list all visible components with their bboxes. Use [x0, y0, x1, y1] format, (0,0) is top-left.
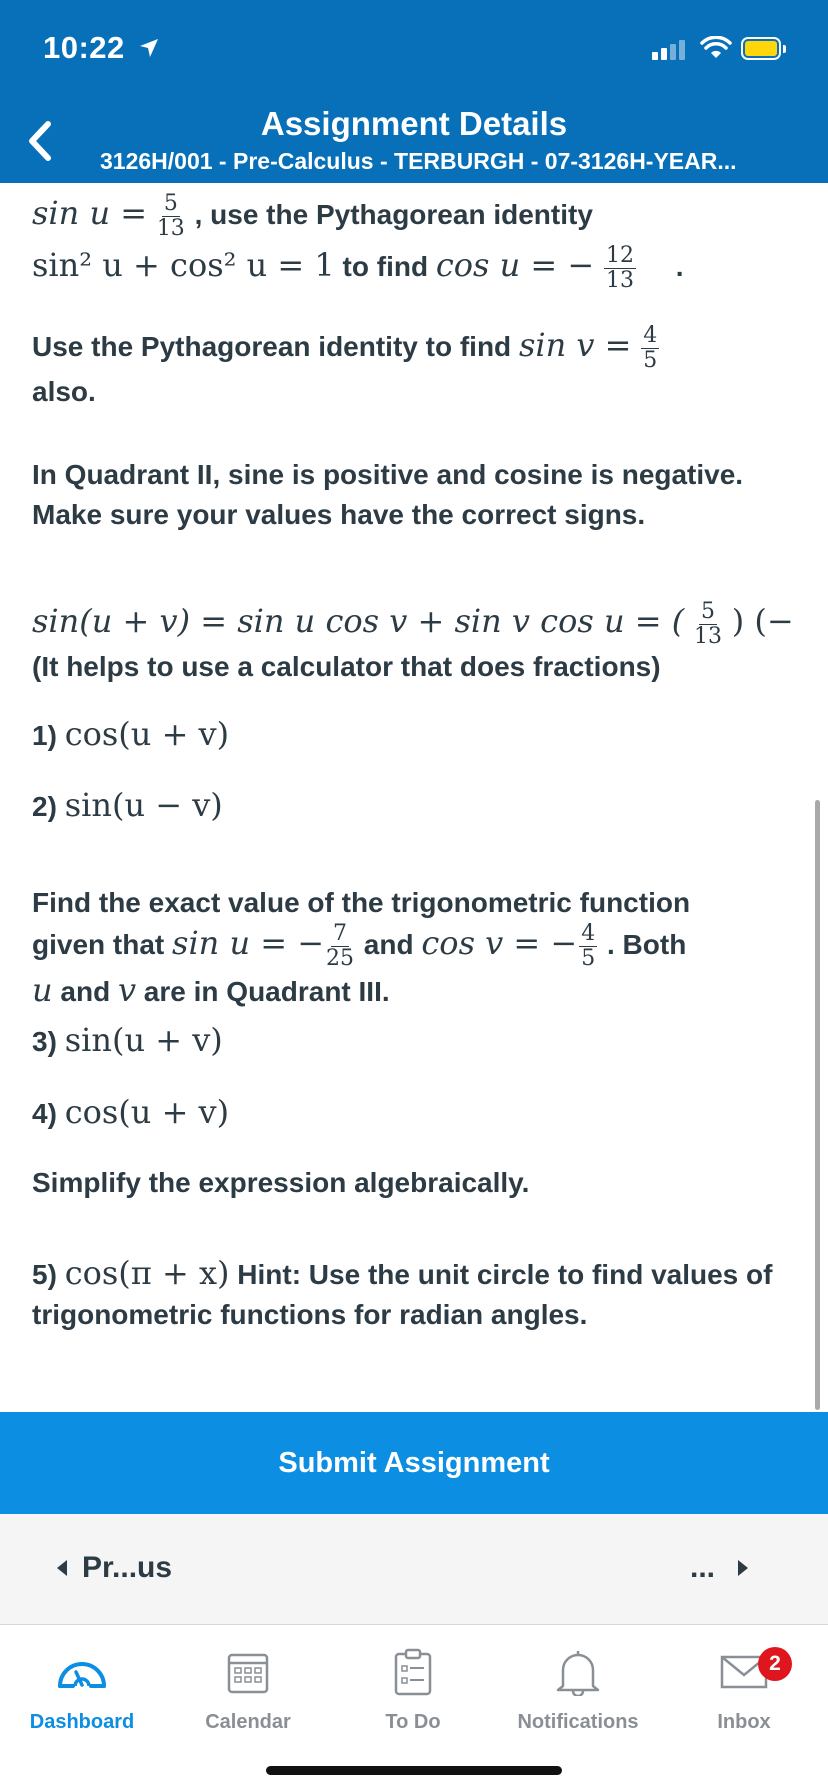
previous-item-button[interactable]: Pr...us: [56, 1551, 172, 1585]
status-time: 10:22: [43, 30, 125, 65]
cellular-signal-icon: [652, 40, 685, 60]
question-1: 1) cos(u + v): [32, 715, 230, 753]
line-sum-formula: sin(u + v) = sin u cos v + sin v cos u = ( $\frac{5}{13}$ ) (−: [32, 599, 794, 649]
next-item-button[interactable]: ...: [690, 1551, 749, 1585]
fraction: $\frac{5}{13}$: [693, 599, 722, 649]
paragraph-quadrant-ii: In Quadrant II, sine is positive and cosine is negative. Make sure your values have the correct signs.: [32, 459, 744, 530]
location-arrow-icon: [138, 37, 160, 59]
tab-calendar[interactable]: Calendar: [168, 1637, 328, 1734]
todo-icon: [394, 1648, 432, 1696]
fraction: $\frac{4}{5}$: [581, 921, 596, 972]
calendar-icon: [227, 1650, 269, 1694]
paragraph-quadrant-iii: Find the exact value of the trigonometric function given that sin u = − $\frac{7}{25}$ and cos v = − $\frac{4}{5}$ . Both u and v are in Quadrant III.: [32, 887, 691, 1010]
paragraph-find-sin-v: Use the Pythagorean identity to find sin v = $\frac{4}{5}$ also.: [32, 323, 658, 408]
tab-dashboard[interactable]: Dashboard: [2, 1637, 162, 1734]
assignment-description: [0, 183, 828, 1412]
question-5: 5) cos(π + x) Hint: Use the unit circle to find values of trigonometric functions for radian angles.: [32, 1254, 773, 1330]
question-4: 4) cos(u + v): [32, 1093, 230, 1131]
tab-inbox[interactable]: Inbox 2: [664, 1637, 824, 1734]
scrollbar[interactable]: [815, 800, 820, 1410]
tab-notifications[interactable]: Notifications: [498, 1637, 658, 1734]
page-title: Assignment Details: [260, 105, 568, 142]
simplify-heading: Simplify the expression algebraically.: [32, 1167, 530, 1198]
fraction: $\frac{5}{13}$: [156, 191, 185, 241]
battery-icon: [741, 37, 781, 60]
home-indicator[interactable]: [266, 1766, 562, 1775]
calculator-note: (It helps to use a calculator that does fractions): [32, 651, 661, 682]
line-sin-u: sin u = $\frac{5}{13}$ , use the Pythagorean identity: [32, 191, 593, 241]
app-header: [0, 0, 828, 183]
wifi-icon: [700, 36, 732, 60]
line-identity: sin² u + cos² u = 1 to find cos u = − $\frac{12}{13}$ .: [32, 243, 684, 293]
pager-bar: [0, 1514, 828, 1625]
inbox-unread-badge: 2: [758, 1647, 792, 1681]
caret-right-icon: [737, 1559, 749, 1577]
fraction: $\frac{7}{25}$: [326, 921, 355, 972]
tab-todo[interactable]: To Do: [333, 1637, 493, 1734]
fraction: $\frac{4}{5}$: [643, 323, 658, 374]
question-3: 3) sin(u + v): [32, 1021, 223, 1059]
submit-assignment-button[interactable]: Submit Assignment: [0, 1412, 828, 1514]
course-subtitle: 3126H/001 - Pre-Calculus - TERBURGH - 07-3126H-YEAR...: [100, 148, 737, 174]
caret-left-icon: [56, 1559, 68, 1577]
fraction: $\frac{12}{13}$: [605, 243, 634, 293]
bell-icon: [555, 1648, 601, 1696]
question-2: 2) sin(u − v): [32, 786, 223, 824]
dashboard-icon: [55, 1652, 109, 1692]
